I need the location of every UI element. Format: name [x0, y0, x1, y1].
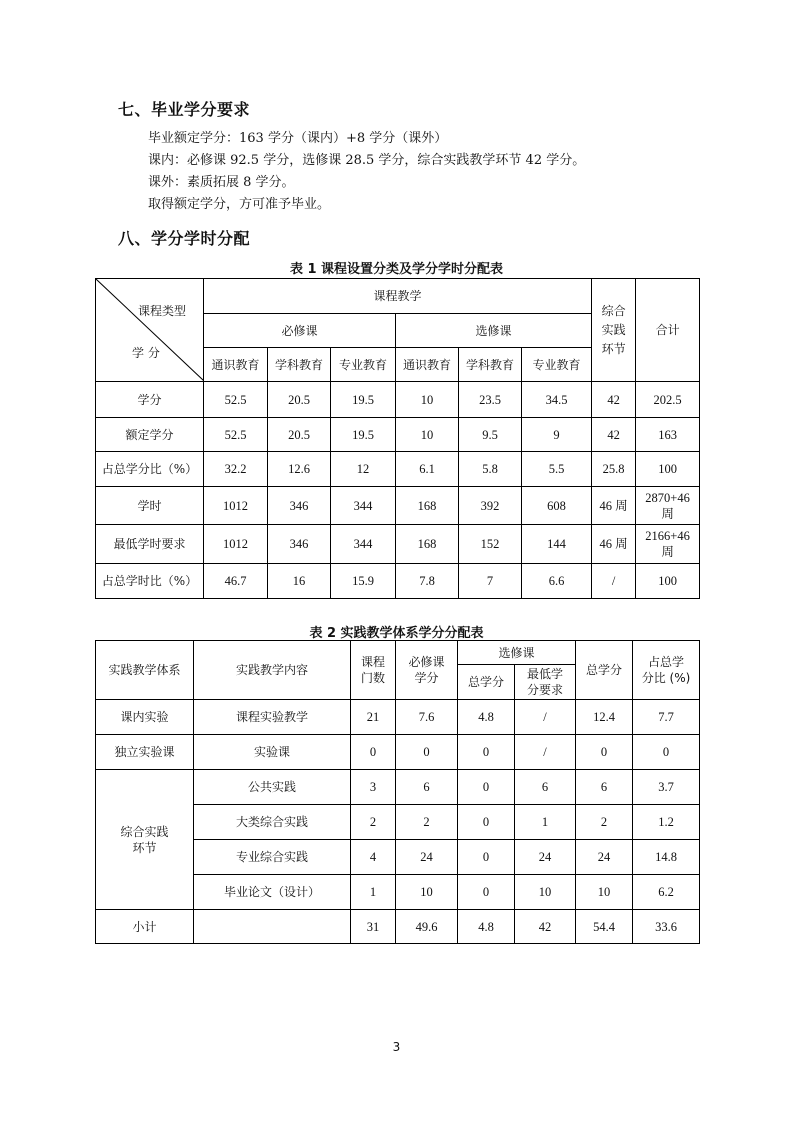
header-content: 实践教学内容	[194, 641, 351, 700]
cell: 168	[396, 487, 459, 525]
table-row-subtotal	[96, 910, 700, 944]
cell: 46 周	[592, 525, 636, 564]
cell: 12	[331, 452, 396, 487]
cell: 16	[268, 564, 331, 599]
section7-line-4: 取得额定学分，方可准予毕业。	[148, 197, 331, 212]
cell: 0	[458, 735, 515, 770]
cell: 3.7	[633, 770, 700, 805]
row-content: 专业综合实践	[194, 840, 351, 875]
cell: 2	[576, 805, 633, 840]
cell: 0	[351, 735, 396, 770]
cell: 168	[396, 525, 459, 564]
cell: 52.5	[204, 418, 268, 452]
cell: 5.8	[459, 452, 522, 487]
header-elective: 选修课	[458, 641, 576, 665]
cell: 3	[351, 770, 396, 805]
cell: 9.5	[459, 418, 522, 452]
header-required-credits: 必修课 学分	[396, 641, 458, 700]
header-total: 合计	[636, 279, 700, 382]
cell: 0	[633, 735, 700, 770]
cell: 2166+46 周	[636, 525, 700, 564]
table-row	[96, 487, 700, 525]
cell: 10	[396, 418, 459, 452]
cell: 2870+46 周	[636, 487, 700, 525]
row-content: 毕业论文（设计）	[194, 875, 351, 910]
cell: 4	[351, 840, 396, 875]
cell: 12.6	[268, 452, 331, 487]
cell: 144	[522, 525, 592, 564]
cell: 15.9	[331, 564, 396, 599]
cell: 32.2	[204, 452, 268, 487]
row-content	[194, 910, 351, 944]
subheader: 学科教育	[268, 348, 331, 382]
cell: 6	[515, 770, 576, 805]
cell: 1.2	[633, 805, 700, 840]
table-row	[96, 452, 700, 487]
cell: 34.5	[522, 382, 592, 418]
cell: 1012	[204, 525, 268, 564]
section7-line-2: 课内：必修课 92.5 学分，选修课 28.5 学分，综合实践教学环节 42 学分。	[148, 153, 586, 168]
cell: 12.4	[576, 700, 633, 735]
row-content: 课程实验教学	[194, 700, 351, 735]
cell: 42	[592, 382, 636, 418]
cell: 19.5	[331, 382, 396, 418]
header-course-teaching: 课程教学	[204, 279, 592, 314]
header-practice: 综合 实践 环节	[592, 279, 636, 382]
section8-heading: 八、学分学时分配	[118, 229, 251, 248]
row-label: 占总学时比（%）	[96, 564, 204, 599]
row-label: 学时	[96, 487, 204, 525]
cell: 0	[458, 840, 515, 875]
cell: 392	[459, 487, 522, 525]
subheader: 通识教育	[396, 348, 459, 382]
header-elective: 选修课	[396, 314, 592, 348]
cell: /	[515, 735, 576, 770]
table-row	[96, 382, 700, 418]
table-row	[96, 525, 700, 564]
cell: 0	[576, 735, 633, 770]
row-system: 课内实验	[96, 700, 194, 735]
cell: 23.5	[459, 382, 522, 418]
header-required: 必修课	[204, 314, 396, 348]
cell: 4.8	[458, 910, 515, 944]
cell: 10	[576, 875, 633, 910]
cell: 14.8	[633, 840, 700, 875]
cell: 1	[515, 805, 576, 840]
table1-credit-distribution	[95, 278, 700, 599]
cell: 344	[331, 487, 396, 525]
cell: /	[515, 700, 576, 735]
cell: 42	[515, 910, 576, 944]
row-system-group: 综合实践 环节	[96, 770, 194, 910]
cell: 0	[458, 875, 515, 910]
table1-diagonal-header	[96, 279, 204, 382]
header-elective-total: 总学分	[458, 665, 515, 700]
cell: 19.5	[331, 418, 396, 452]
cell: 6.1	[396, 452, 459, 487]
cell: 202.5	[636, 382, 700, 418]
cell: 346	[268, 525, 331, 564]
cell: 31	[351, 910, 396, 944]
table-row	[96, 735, 700, 770]
cell: 4.8	[458, 700, 515, 735]
row-label: 最低学时要求	[96, 525, 204, 564]
table-row	[96, 564, 700, 599]
table2-caption: 表 2 实践教学体系学分分配表	[309, 626, 484, 641]
cell: 49.6	[396, 910, 458, 944]
cell: 24	[576, 840, 633, 875]
cell: 21	[351, 700, 396, 735]
cell: 24	[515, 840, 576, 875]
cell: 6.2	[633, 875, 700, 910]
row-system: 小计	[96, 910, 194, 944]
table-row	[96, 418, 700, 452]
diagonal-line	[96, 279, 204, 381]
subheader: 通识教育	[204, 348, 268, 382]
row-content: 大类综合实践	[194, 805, 351, 840]
cell: 6.6	[522, 564, 592, 599]
cell: 163	[636, 418, 700, 452]
section7-line-1: 毕业额定学分：163 学分（课内）+8 学分（课外）	[148, 131, 448, 146]
table1-caption: 表 1 课程设置分类及学分学时分配表	[289, 262, 504, 277]
row-label: 学分	[96, 382, 204, 418]
cell: 42	[592, 418, 636, 452]
subheader: 专业教育	[522, 348, 592, 382]
cell: 7.6	[396, 700, 458, 735]
header-total-credits: 总学分	[576, 641, 633, 700]
row-content: 公共实践	[194, 770, 351, 805]
page-number: 3	[392, 1040, 401, 1054]
diag-course-type: 课程类型	[138, 304, 187, 318]
header-system: 实践教学体系	[96, 641, 194, 700]
table2-practice-credits	[95, 640, 700, 944]
cell: 2	[351, 805, 396, 840]
cell: 9	[522, 418, 592, 452]
row-system: 独立实验课	[96, 735, 194, 770]
cell: 24	[396, 840, 458, 875]
table-row	[96, 770, 700, 805]
cell: 7.8	[396, 564, 459, 599]
cell: 0	[458, 805, 515, 840]
cell: 1012	[204, 487, 268, 525]
cell: 346	[268, 487, 331, 525]
cell: 6	[396, 770, 458, 805]
cell: 0	[458, 770, 515, 805]
cell: 10	[396, 875, 458, 910]
subheader: 专业教育	[331, 348, 396, 382]
table-row	[96, 700, 700, 735]
cell: 33.6	[633, 910, 700, 944]
cell: 5.5	[522, 452, 592, 487]
cell: 20.5	[268, 382, 331, 418]
section7-heading: 七、毕业学分要求	[118, 100, 251, 119]
cell: 10	[515, 875, 576, 910]
cell: 6	[576, 770, 633, 805]
cell: 152	[459, 525, 522, 564]
header-ratio: 占总学 分比 (%)	[633, 641, 700, 700]
header-count: 课程 门数	[351, 641, 396, 700]
cell: 20.5	[268, 418, 331, 452]
subheader: 学科教育	[459, 348, 522, 382]
cell: /	[592, 564, 636, 599]
row-label: 占总学分比（%）	[96, 452, 204, 487]
cell: 7	[459, 564, 522, 599]
diag-credit: 学 分	[132, 346, 160, 360]
cell: 7.7	[633, 700, 700, 735]
cell: 46 周	[592, 487, 636, 525]
cell: 344	[331, 525, 396, 564]
section7-line-3: 课外：素质拓展 8 学分。	[148, 175, 295, 190]
cell: 54.4	[576, 910, 633, 944]
cell: 46.7	[204, 564, 268, 599]
cell: 25.8	[592, 452, 636, 487]
cell: 10	[396, 382, 459, 418]
row-label: 额定学分	[96, 418, 204, 452]
cell: 100	[636, 564, 700, 599]
cell: 52.5	[204, 382, 268, 418]
header-elective-min: 最低学 分要求	[515, 665, 576, 700]
cell: 2	[396, 805, 458, 840]
cell: 0	[396, 735, 458, 770]
cell: 100	[636, 452, 700, 487]
cell: 608	[522, 487, 592, 525]
cell: 1	[351, 875, 396, 910]
row-content: 实验课	[194, 735, 351, 770]
